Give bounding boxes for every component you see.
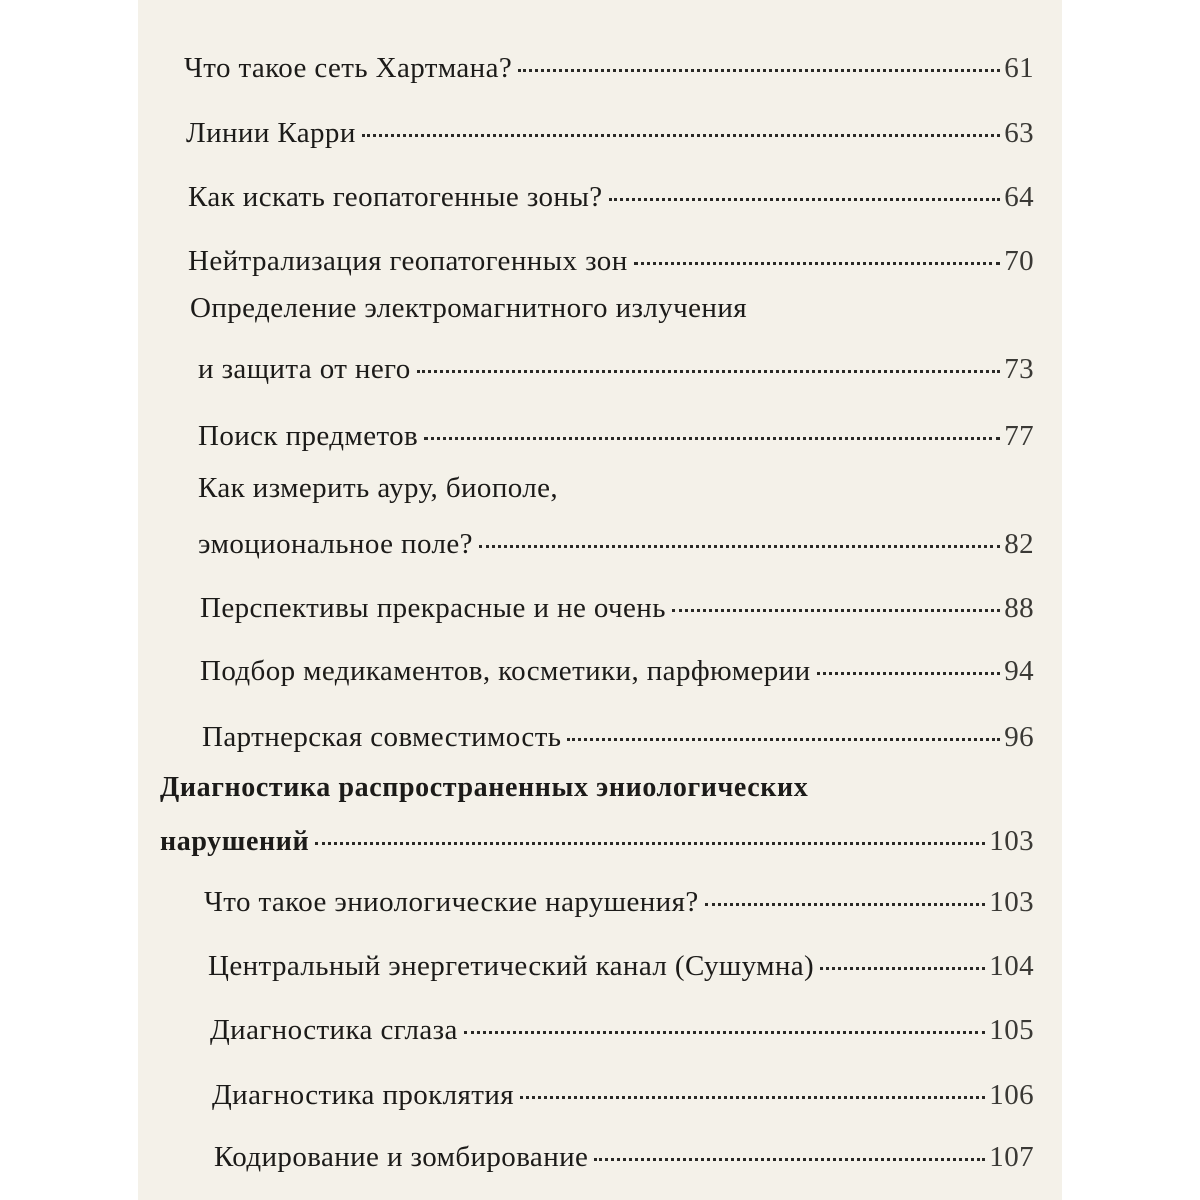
toc-entry-title: Как искать геопатогенные зоны?: [188, 181, 603, 213]
toc-entry: [208, 950, 1034, 983]
dot-leader: [634, 262, 1001, 265]
toc-chapter-title-line1: Диагностика распространенных эниологических: [160, 772, 809, 803]
dot-leader: [609, 198, 1001, 201]
dot-leader: [594, 1158, 985, 1161]
toc-page-number: 88: [1004, 592, 1034, 624]
toc-entry: [198, 420, 1034, 453]
toc-entry-title: и защита от него: [198, 353, 411, 385]
toc-entry-title: Что такое эниологические нарушения?: [204, 886, 699, 918]
toc-page-number: 82: [1004, 528, 1034, 560]
toc-entry: [200, 592, 1034, 625]
toc-entry-title: Нейтрализация геопатогенных зон: [188, 245, 628, 277]
toc-entry-title: Кодирование и зомбирование: [214, 1141, 589, 1173]
toc-entry: [204, 886, 1034, 919]
dot-leader: [362, 134, 1000, 137]
toc-page-number: 77: [1004, 420, 1034, 452]
toc-entry: [210, 1014, 1034, 1047]
dot-leader: [417, 370, 1001, 373]
toc-page-number: 61: [1004, 52, 1034, 84]
dot-leader: [820, 967, 985, 970]
toc-entry-title: Партнерская совместимость: [202, 721, 562, 753]
dot-leader: [672, 609, 1000, 612]
dot-leader: [817, 672, 1001, 675]
toc-page-number: 96: [1004, 721, 1034, 753]
toc-chapter-entry: [160, 825, 1034, 858]
toc-entry: [202, 721, 1034, 754]
table-of-contents: [138, 0, 1062, 1200]
toc-entry: [188, 245, 1034, 278]
dot-leader: [479, 545, 1000, 548]
toc-page-number: 73: [1004, 353, 1034, 385]
toc-entry-title: Центральный энергетический канал (Сушумна): [208, 950, 815, 982]
dot-leader: [520, 1096, 985, 1099]
toc-page-number: 104: [989, 950, 1034, 982]
toc-page-number: 103: [989, 886, 1034, 918]
toc-entry-title: Перспективы прекрасные и не очень: [200, 592, 666, 624]
dot-leader: [315, 842, 985, 845]
book-page: [138, 0, 1062, 1200]
toc-entry-title-line1: Как измерить ауру, биополе,: [198, 472, 559, 504]
toc-entry-title: Диагностика проклятия: [212, 1079, 514, 1111]
toc-entry-title: Подбор медикаментов, косметики, парфюмерии: [200, 655, 811, 687]
toc-page-number: 103: [989, 825, 1034, 857]
toc-entry: [188, 181, 1034, 214]
toc-entry-title: Диагностика сглаза: [210, 1014, 458, 1046]
toc-page-number: 63: [1004, 117, 1034, 149]
dot-leader: [518, 69, 1000, 72]
toc-entry-title: Линии Карри: [186, 117, 356, 149]
toc-entry: [198, 353, 1034, 386]
toc-entry-title: Поиск предметов: [198, 420, 419, 452]
toc-entry-title-line1: Определение электромагнитного излучения: [190, 292, 747, 324]
toc-page-number: 64: [1004, 181, 1034, 213]
dot-leader: [424, 437, 1000, 440]
dot-leader: [567, 738, 1000, 741]
toc-entry: [186, 117, 1034, 150]
dot-leader: [464, 1031, 985, 1034]
toc-entry: [198, 528, 1034, 561]
toc-entry: [212, 1079, 1034, 1112]
toc-chapter-title: нарушений: [160, 826, 310, 857]
toc-page-number: 94: [1004, 655, 1034, 687]
toc-page-number: 70: [1004, 245, 1034, 277]
toc-page-number: 105: [989, 1014, 1034, 1046]
toc-entry: [214, 1141, 1034, 1174]
toc-entry: [200, 655, 1034, 688]
toc-entry-title: эмоциональное поле?: [198, 528, 473, 560]
toc-page-number: 107: [989, 1141, 1034, 1173]
toc-entry-title: Что такое сеть Хартмана?: [184, 52, 513, 84]
toc-page-number: 106: [989, 1079, 1034, 1111]
dot-leader: [705, 903, 986, 906]
toc-entry: [184, 52, 1034, 85]
